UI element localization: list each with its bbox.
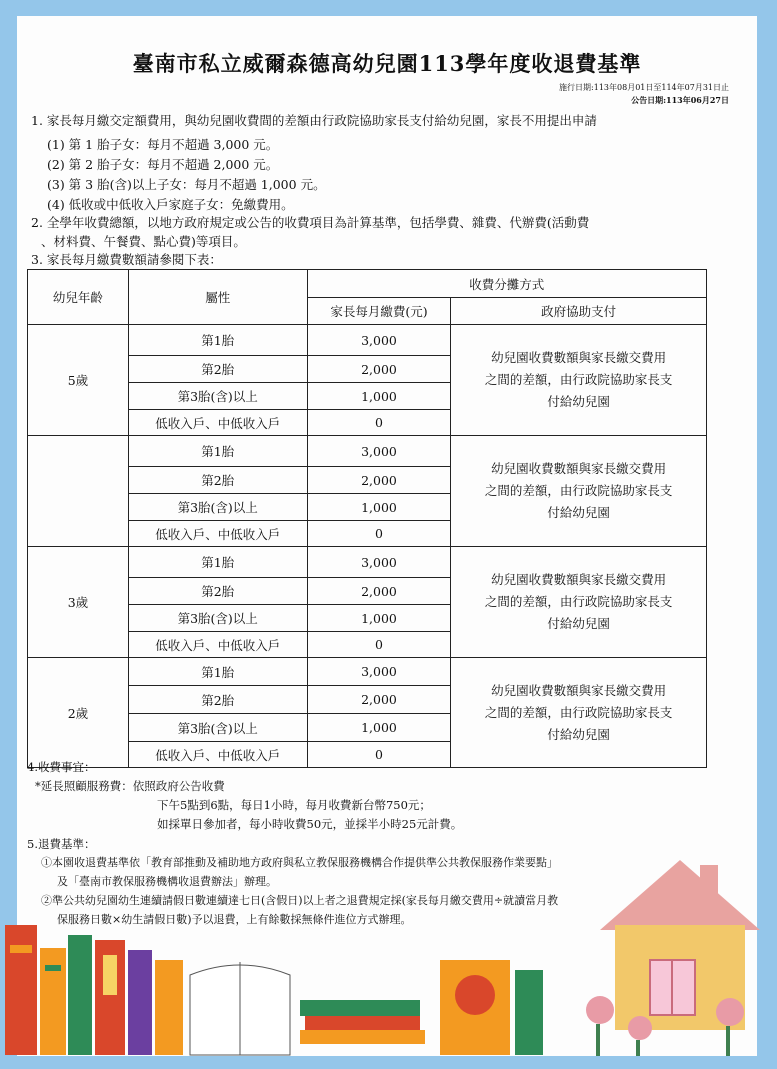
attribute-cell: 低收入戶、中低收入戶 xyxy=(128,632,307,658)
announce-date: 公告日期:113年06月27日 xyxy=(631,95,729,105)
item-2-line-1: 2. 全學年收費總額，以地方政府規定或公告的收費項目為計算基準，包括學費、雜費、代辦費(活動費 xyxy=(31,215,590,230)
parent-fee-cell: 0 xyxy=(307,632,451,658)
gov-pay-note-line: 付給幼兒園 xyxy=(547,505,610,520)
gov-pay-note-line: 付給幼兒園 xyxy=(547,616,610,631)
parent-fee-cell: 2,000 xyxy=(307,467,451,494)
parent-fee-cell: 1,000 xyxy=(307,494,451,521)
age-cell: 3歲 xyxy=(28,547,129,658)
parent-fee-cell: 3,000 xyxy=(307,436,451,467)
parent-fee-cell: 0 xyxy=(307,742,451,768)
fees-line-2: 下午5點到6點，每日1小時，每月收費新台幣750元； xyxy=(157,798,431,812)
parent-fee-cell: 0 xyxy=(307,521,451,547)
gov-pay-note-line: 之間的差額，由行政院協助家長支 xyxy=(484,704,673,720)
parent-fee-cell: 0 xyxy=(307,410,451,436)
gov-pay-note-line: 之間的差額，由行政院協助家長支 xyxy=(484,483,673,498)
effective-period: 施行日期:113年08月01日至114年07月31日止 xyxy=(559,83,729,92)
gov-pay-note-line: 之間的差額，由行政院協助家長支 xyxy=(484,594,673,609)
fees-line-3: 如採單日參加者，每小時收費50元，並採半小時25元計費。 xyxy=(157,817,463,831)
attribute-cell: 第2胎 xyxy=(128,467,307,494)
refund-line-3: ②準公共幼兒園幼生連續請假日數連續達七日(含假日)以上者之退費規定採(家長每月繳交費用÷就讀當月教 xyxy=(41,894,559,907)
header-attribute: 屬性 xyxy=(128,270,307,325)
item-1-sub-3: (3) 第 3 胎(含)以上子女：每月不超過 1,000 元。 xyxy=(47,177,326,192)
item-1-sub-2: (2) 第 2 胎子女：每月不超過 2,000 元。 xyxy=(47,157,279,172)
attribute-cell: 第1胎 xyxy=(128,325,307,356)
parent-fee-cell: 2,000 xyxy=(307,356,451,383)
gov-pay-note-line: 幼兒園收費數額與家長繳交費用 xyxy=(491,682,667,698)
item-1: 1. 家長每月繳交定額費用，與幼兒園收費間的差額由行政院協助家長支付給幼兒園，家長不用提出申請 xyxy=(31,113,597,128)
parent-fee-cell: 1,000 xyxy=(307,605,451,632)
age-cell: 2歲 xyxy=(28,658,129,768)
fees-line-1: *延長照顧服務費：依照政府公告收費 xyxy=(35,779,225,793)
parent-fee-cell: 3,000 xyxy=(307,325,451,356)
refund-line-4: 保服務日數×幼生請假日數)予以退費，上有餘數採無條件進位方式辦理。 xyxy=(57,913,412,926)
item-1-sub-1: (1) 第 1 胎子女：每月不超過 3,000 元。 xyxy=(47,137,279,152)
attribute-cell: 低收入戶、中低收入戶 xyxy=(128,410,307,436)
age-cell: 5歲 xyxy=(28,325,129,436)
attribute-cell: 低收入戶、中低收入戶 xyxy=(128,742,307,768)
item-1-sub-4: (4) 低收或中低收入戶家庭子女：免繳費用。 xyxy=(47,197,294,212)
parent-fee-cell: 2,000 xyxy=(307,686,451,714)
attribute-cell: 第3胎(含)以上 xyxy=(128,714,307,742)
parent-fee-cell: 3,000 xyxy=(307,547,451,578)
fees-heading: 4.收費事宜： xyxy=(27,760,96,774)
parent-fee-cell: 3,000 xyxy=(307,658,451,686)
attribute-cell: 第1胎 xyxy=(128,658,307,686)
refund-line-1: ①本園收退費基準依「教育部推動及補助地方政府與私立教保服務機構合作提供準公共教保服務作業要點」 xyxy=(41,856,558,869)
header-age: 幼兒年齡 xyxy=(28,270,129,325)
page-title: 臺南市私立威爾森德高幼兒園113學年度收退費基準 xyxy=(132,51,642,76)
gov-pay-note-line: 付給幼兒園 xyxy=(547,726,610,742)
attribute-cell: 第1胎 xyxy=(128,436,307,467)
attribute-cell: 第2胎 xyxy=(128,578,307,605)
attribute-cell: 第1胎 xyxy=(128,547,307,578)
parent-fee-cell: 2,000 xyxy=(307,578,451,605)
parent-fee-cell: 1,000 xyxy=(307,383,451,410)
refund-line-2: 及「臺南市教保服務機構收退費辦法」辦理。 xyxy=(57,875,277,888)
attribute-cell: 低收入戶、中低收入戶 xyxy=(128,521,307,547)
item-3: 3. 家長每月繳費數額請參閱下表： xyxy=(31,252,222,267)
gov-pay-note-line: 幼兒園收費數額與家長繳交費用 xyxy=(491,572,667,587)
attribute-cell: 第3胎(含)以上 xyxy=(128,383,307,410)
attribute-cell: 第3胎(含)以上 xyxy=(128,494,307,521)
header-split: 收費分攤方式 xyxy=(307,270,706,298)
parent-fee-cell: 1,000 xyxy=(307,714,451,742)
refund-heading: 5.退費基準： xyxy=(27,837,96,851)
books-illustration xyxy=(5,925,543,1055)
header-parent-pay: 家長每月繳費(元) xyxy=(307,298,451,325)
gov-pay-note-line: 幼兒園收費數額與家長繳交費用 xyxy=(491,461,667,476)
attribute-cell: 第2胎 xyxy=(128,686,307,714)
attribute-cell: 第3胎(含)以上 xyxy=(128,605,307,632)
gov-pay-note-line: 幼兒園收費數額與家長繳交費用 xyxy=(491,350,667,365)
attribute-cell: 第2胎 xyxy=(128,356,307,383)
gov-pay-note-line: 之間的差額，由行政院協助家長支 xyxy=(484,372,673,387)
gov-pay-note-line: 付給幼兒園 xyxy=(547,394,610,409)
item-2-line-2: 、材料費、午餐費、點心費)等項目。 xyxy=(41,234,246,249)
header-gov-pay: 政府協助支付 xyxy=(451,298,707,325)
